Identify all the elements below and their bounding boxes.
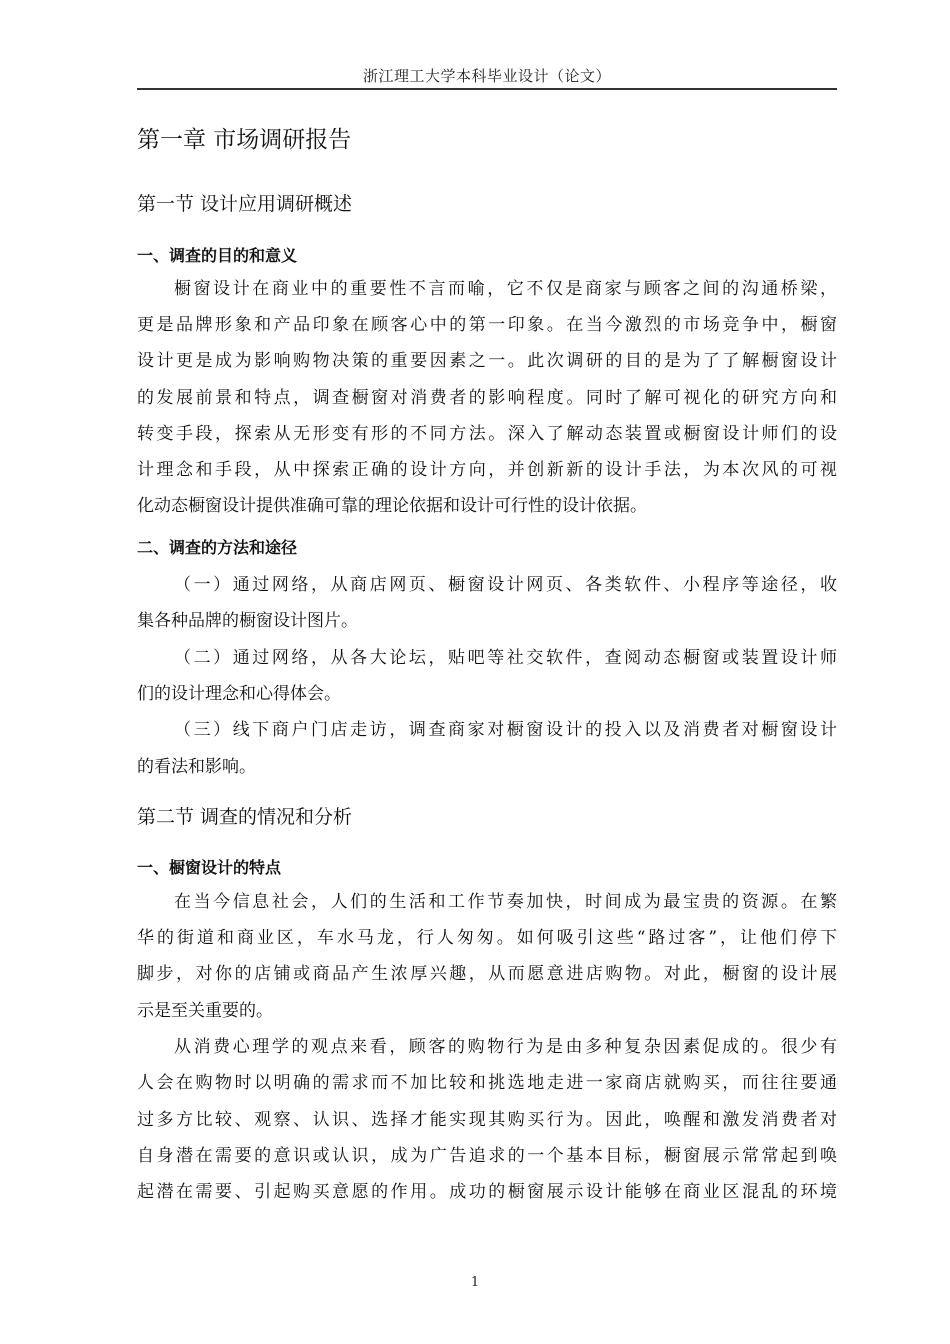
chapter-title: 第一章 市场调研报告	[137, 127, 352, 153]
paragraph-line: 计理念和手段，从中探索正确的设计方向，并创新新的设计手法，为本次风的可视	[137, 460, 837, 480]
paragraph-line: 更是品牌形象和产品印象在顾客心中的第一印象。在当今激烈的市场竞争中，橱窗	[137, 315, 837, 335]
paragraph-line: 们的设计理念和心得体会。	[137, 684, 341, 704]
header-rule	[137, 88, 837, 90]
paragraph-line: 橱窗设计在商业中的重要性不言而喻，它不仅是商家与顾客之间的沟通桥梁，	[174, 279, 837, 299]
section-title-1: 第一节 设计应用调研概述	[137, 193, 353, 215]
paragraph-line: 在当今信息社会，人们的生活和工作节奏加快，时间成为最宝贵的资源。在繁	[174, 892, 837, 912]
paragraph-line: 华的街道和商业区，车水马龙，行人匆匆。如何吸引这些“路过客”，让他们停下	[137, 928, 837, 948]
paragraph-line: 脚步，对你的店铺或商品产生浓厚兴趣，从而愿意进店购物。对此，橱窗的设计展	[137, 964, 837, 984]
paragraph-line: 集各种品牌的橱窗设计图片。	[137, 611, 358, 631]
paragraph-line: 化动态橱窗设计提供准确可靠的理论依据和设计可行性的设计依据。	[137, 496, 647, 516]
subsection-title-2-1: 一、橱窗设计的特点	[137, 858, 282, 877]
paragraph-line: （二）通过网络，从各大论坛，贴吧等社交软件，查阅动态橱窗或装置设计师	[174, 648, 837, 668]
paragraph-line: 的看法和影响。	[137, 757, 256, 777]
paragraph-line: 人会在购物时以明确的需求而不加比较和挑选地走进一家商店就购买，而往往要通	[137, 1073, 837, 1093]
paragraph-line: 示是至关重要的。	[137, 1001, 273, 1021]
subsection-title-1-2: 二、调查的方法和途径	[137, 538, 298, 557]
running-header: 浙江理工大学本科毕业设计（论文）	[362, 67, 611, 85]
page-number: 1	[470, 1275, 480, 1290]
paragraph-line: 过多方比较、观察、认识、选择才能实现其购买行为。因此，唤醒和激发消费者对	[137, 1110, 837, 1130]
paragraph-line: （三）线下商户门店走访，调查商家对橱窗设计的投入以及消费者对橱窗设计	[174, 720, 837, 740]
paragraph-line: 起潜在需要、引起购买意愿的作用。成功的橱窗展示设计能够在商业区混乱的环境	[137, 1182, 837, 1202]
paragraph-line: 从消费心理学的观点来看，顾客的购物行为是由多种复杂因素促成的。很少有	[174, 1037, 837, 1057]
subsection-title-1-1: 一、调查的目的和意义	[137, 246, 298, 265]
paragraph-line: 设计更是成为影响购物决策的重要因素之一。此次调研的目的是为了了解橱窗设计	[137, 351, 837, 371]
paragraph-line: 转变手段，探索从无形变有形的不同方法。深入了解动态装置或橱窗设计师们的设	[137, 424, 837, 444]
section-title-2: 第二节 调查的情况和分析	[137, 806, 353, 828]
paragraph-line: 自身潜在需要的意识或认识，成为广告追求的一个基本目标，橱窗展示常常起到唤	[137, 1146, 837, 1166]
paragraph-line: （一）通过网络，从商店网页、橱窗设计网页、各类软件、小程序等途径，收	[174, 575, 837, 595]
paragraph-line: 的发展前景和特点，调查橱窗对消费者的影响程度。同时了解可视化的研究方向和	[137, 388, 837, 408]
